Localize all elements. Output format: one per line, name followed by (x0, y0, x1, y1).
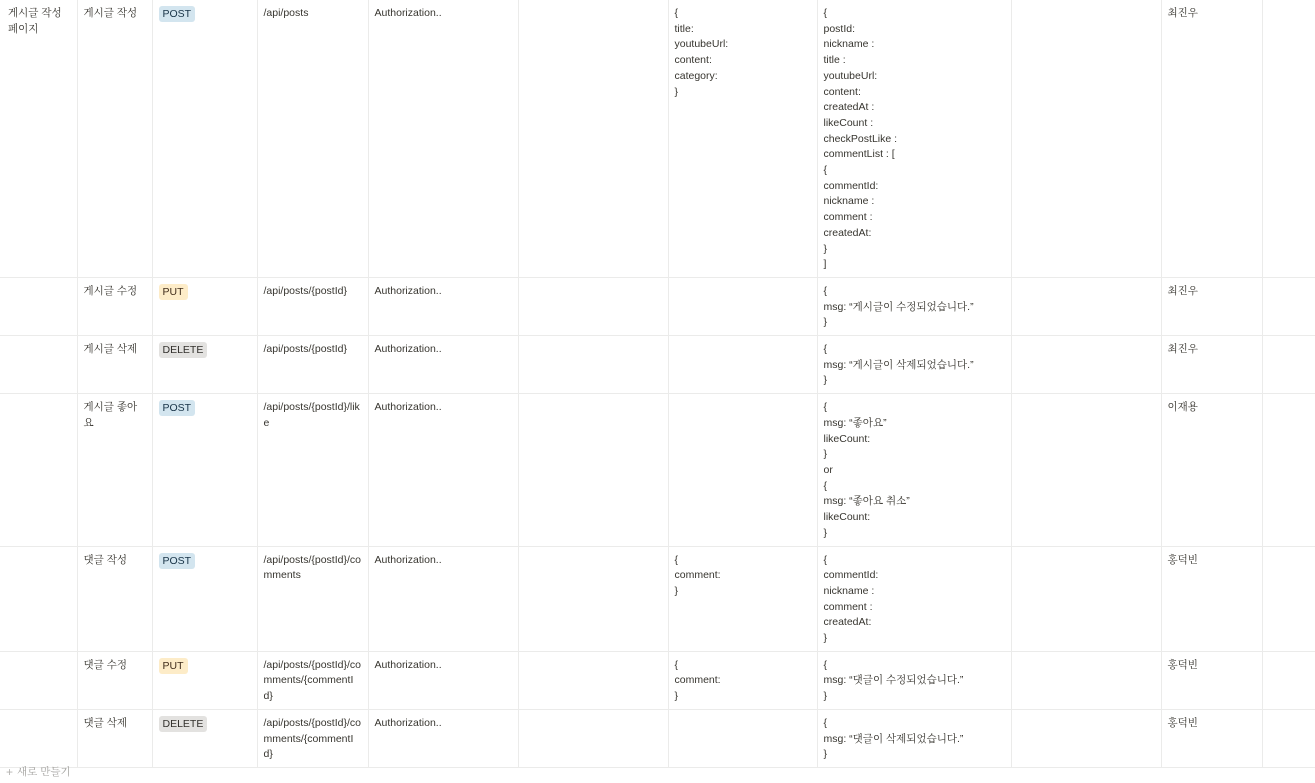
page-cell[interactable] (0, 651, 77, 709)
method-cell[interactable] (152, 546, 257, 651)
page-cell[interactable] (0, 277, 77, 335)
page-cell[interactable] (0, 546, 77, 651)
response-line: { (823, 164, 828, 177)
response-line: ] (823, 258, 827, 271)
request-line: youtubeUrl: (674, 38, 729, 51)
empty-cell[interactable] (1011, 709, 1161, 767)
feature-cell[interactable]: 댓글 작성 (77, 546, 152, 651)
response-line: { (823, 284, 828, 297)
empty-cell[interactable] (1011, 336, 1161, 394)
response-line: comment : (823, 600, 873, 613)
method-tag: DELETE (159, 342, 208, 358)
response-line: likeCount : (823, 116, 874, 129)
method-cell[interactable] (152, 277, 257, 335)
feature-cell[interactable]: 댓글 수정 (77, 651, 152, 709)
request-cell[interactable] (668, 709, 817, 767)
response-line: msg: “게시글이 삭제되었습니다.” (823, 358, 974, 371)
new-row-button[interactable] (6, 764, 71, 779)
request-cell[interactable] (668, 0, 817, 277)
empty-cell[interactable] (1011, 277, 1161, 335)
owner-cell[interactable]: 최진우 (1161, 277, 1262, 335)
url-cell[interactable]: /api/posts/{postId} (257, 336, 368, 394)
response-line: } (823, 316, 828, 329)
feature-cell[interactable]: 게시글 좋아요 (77, 394, 152, 546)
table-row[interactable] (0, 0, 1315, 277)
request-cell[interactable] (668, 336, 817, 394)
empty-cell[interactable] (1011, 394, 1161, 546)
feature-cell[interactable]: 게시글 수정 (77, 277, 152, 335)
response-cell[interactable] (817, 651, 1011, 709)
empty-cell[interactable] (518, 546, 668, 651)
header-cell[interactable]: Authorization.. (368, 0, 518, 277)
url-cell[interactable]: /api/posts/{postId} (257, 277, 368, 335)
response-line: createdAt : (823, 101, 875, 114)
response-line: likeCount: (823, 432, 871, 445)
response-line: msg: “좋아요” (823, 416, 887, 429)
response-line: commentId: (823, 179, 879, 192)
response-line: } (823, 632, 828, 645)
response-cell[interactable] (817, 546, 1011, 651)
url-cell[interactable]: /api/posts/{postId}/comments/{commentId} (257, 709, 368, 767)
response-line: postId: (823, 22, 856, 35)
response-line: } (823, 374, 828, 387)
page-cell[interactable]: 게시글 작성 페이지 (0, 0, 77, 277)
request-line: category: (674, 69, 718, 82)
empty-cell[interactable] (518, 709, 668, 767)
response-cell[interactable] (817, 277, 1011, 335)
owner-cell[interactable]: 최진우 (1161, 336, 1262, 394)
empty-cell[interactable] (1262, 0, 1315, 277)
owner-cell[interactable]: 이재용 (1161, 394, 1262, 546)
table-row[interactable] (0, 651, 1315, 709)
response-cell[interactable] (817, 336, 1011, 394)
response-line: } (823, 448, 828, 461)
response-line: createdAt: (823, 226, 872, 239)
method-cell[interactable] (152, 394, 257, 546)
method-tag: PUT (159, 284, 188, 300)
url-cell[interactable]: /api/posts/{postId}/like (257, 394, 368, 546)
response-line: { (823, 7, 828, 19)
url-cell[interactable]: /api/posts (257, 0, 368, 277)
response-line: msg: “좋아요 취소” (823, 495, 910, 508)
response-line: } (823, 748, 828, 761)
request-line: } (674, 690, 679, 703)
response-line: checkPostLike : (823, 132, 898, 145)
response-line: msg: “게시글이 수정되었습니다.” (823, 300, 974, 313)
request-cell[interactable] (668, 546, 817, 651)
empty-cell[interactable] (1262, 546, 1315, 651)
response-line: likeCount: (823, 511, 871, 524)
method-cell[interactable] (152, 0, 257, 277)
request-line: title: (674, 22, 694, 35)
response-line: nickname : (823, 38, 875, 51)
empty-cell[interactable] (518, 0, 668, 277)
method-tag: POST (159, 6, 196, 22)
header-cell[interactable]: Authorization.. (368, 336, 518, 394)
feature-cell[interactable]: 게시글 작성 (77, 0, 152, 277)
empty-cell[interactable] (518, 394, 668, 546)
url-cell[interactable]: /api/posts/{postId}/comments (257, 546, 368, 651)
method-cell[interactable] (152, 709, 257, 767)
request-cell[interactable] (668, 277, 817, 335)
page-cell[interactable] (0, 394, 77, 546)
table-row[interactable] (0, 394, 1315, 546)
page-cell[interactable] (0, 709, 77, 767)
header-cell[interactable]: Authorization.. (368, 277, 518, 335)
feature-cell[interactable]: 게시글 삭제 (77, 336, 152, 394)
request-line: comment: (674, 674, 721, 687)
plus-icon: + (6, 764, 14, 779)
method-tag: POST (159, 553, 196, 569)
empty-cell[interactable] (1011, 546, 1161, 651)
empty-cell[interactable] (1262, 277, 1315, 335)
request-cell[interactable] (668, 651, 817, 709)
table-row[interactable] (0, 546, 1315, 651)
response-line: { (823, 716, 828, 729)
response-line: { (823, 479, 828, 492)
request-line: { (674, 658, 679, 671)
response-line: comment : (823, 211, 873, 224)
empty-cell[interactable] (1262, 336, 1315, 394)
header-cell[interactable]: Authorization.. (368, 709, 518, 767)
response-line: } (823, 690, 828, 703)
empty-cell[interactable] (1262, 394, 1315, 546)
response-line: nickname : (823, 195, 875, 208)
empty-cell[interactable] (1262, 651, 1315, 709)
empty-cell[interactable] (518, 336, 668, 394)
method-cell[interactable] (152, 651, 257, 709)
header-cell[interactable]: Authorization.. (368, 546, 518, 651)
page-cell[interactable] (0, 336, 77, 394)
response-line: youtubeUrl: (823, 69, 878, 82)
table-row[interactable] (0, 336, 1315, 394)
request-line: comment: (674, 569, 721, 582)
empty-cell[interactable] (1011, 651, 1161, 709)
response-cell[interactable] (817, 394, 1011, 546)
url-cell[interactable]: /api/posts/{postId}/comments/{commentId} (257, 651, 368, 709)
response-line: { (823, 343, 828, 356)
response-line: commentList : [ (823, 148, 895, 161)
response-line: { (823, 401, 828, 414)
request-cell[interactable] (668, 394, 817, 546)
method-cell[interactable] (152, 336, 257, 394)
response-line: nickname : (823, 584, 875, 597)
response-line: or (823, 463, 833, 476)
method-tag: DELETE (159, 716, 208, 732)
response-line: msg: “댓글이 수정되었습니다.” (823, 674, 964, 687)
response-line: content: (823, 85, 861, 98)
header-cell[interactable]: Authorization.. (368, 651, 518, 709)
table-row[interactable] (0, 277, 1315, 335)
request-line: } (674, 85, 679, 98)
empty-cell[interactable] (1262, 709, 1315, 767)
table-row[interactable] (0, 709, 1315, 767)
response-line: createdAt: (823, 616, 872, 629)
owner-cell[interactable]: 홍덕빈 (1161, 709, 1262, 767)
owner-cell[interactable]: 홍덕빈 (1161, 651, 1262, 709)
response-cell[interactable] (817, 709, 1011, 767)
response-line: } (823, 242, 828, 255)
response-line: commentId: (823, 569, 879, 582)
new-row-label: 새로 만들기 (17, 766, 71, 778)
request-line: content: (674, 54, 712, 67)
empty-cell[interactable] (518, 651, 668, 709)
header-cell[interactable]: Authorization.. (368, 394, 518, 546)
owner-cell[interactable]: 최진우 (1161, 0, 1262, 277)
response-cell[interactable] (817, 0, 1011, 277)
request-line: { (674, 553, 679, 566)
owner-cell[interactable]: 홍덕빈 (1161, 546, 1262, 651)
response-line: } (823, 526, 828, 539)
request-line: { (674, 7, 679, 19)
request-line: } (674, 584, 679, 597)
feature-cell[interactable]: 댓글 삭제 (77, 709, 152, 767)
empty-cell[interactable] (1011, 0, 1161, 277)
method-tag: PUT (159, 658, 188, 674)
method-tag: POST (159, 400, 196, 416)
response-line: msg: “댓글이 삭제되었습니다.” (823, 732, 964, 745)
response-line: { (823, 658, 828, 671)
response-line: { (823, 553, 828, 566)
empty-cell[interactable] (518, 277, 668, 335)
response-line: title : (823, 54, 846, 67)
